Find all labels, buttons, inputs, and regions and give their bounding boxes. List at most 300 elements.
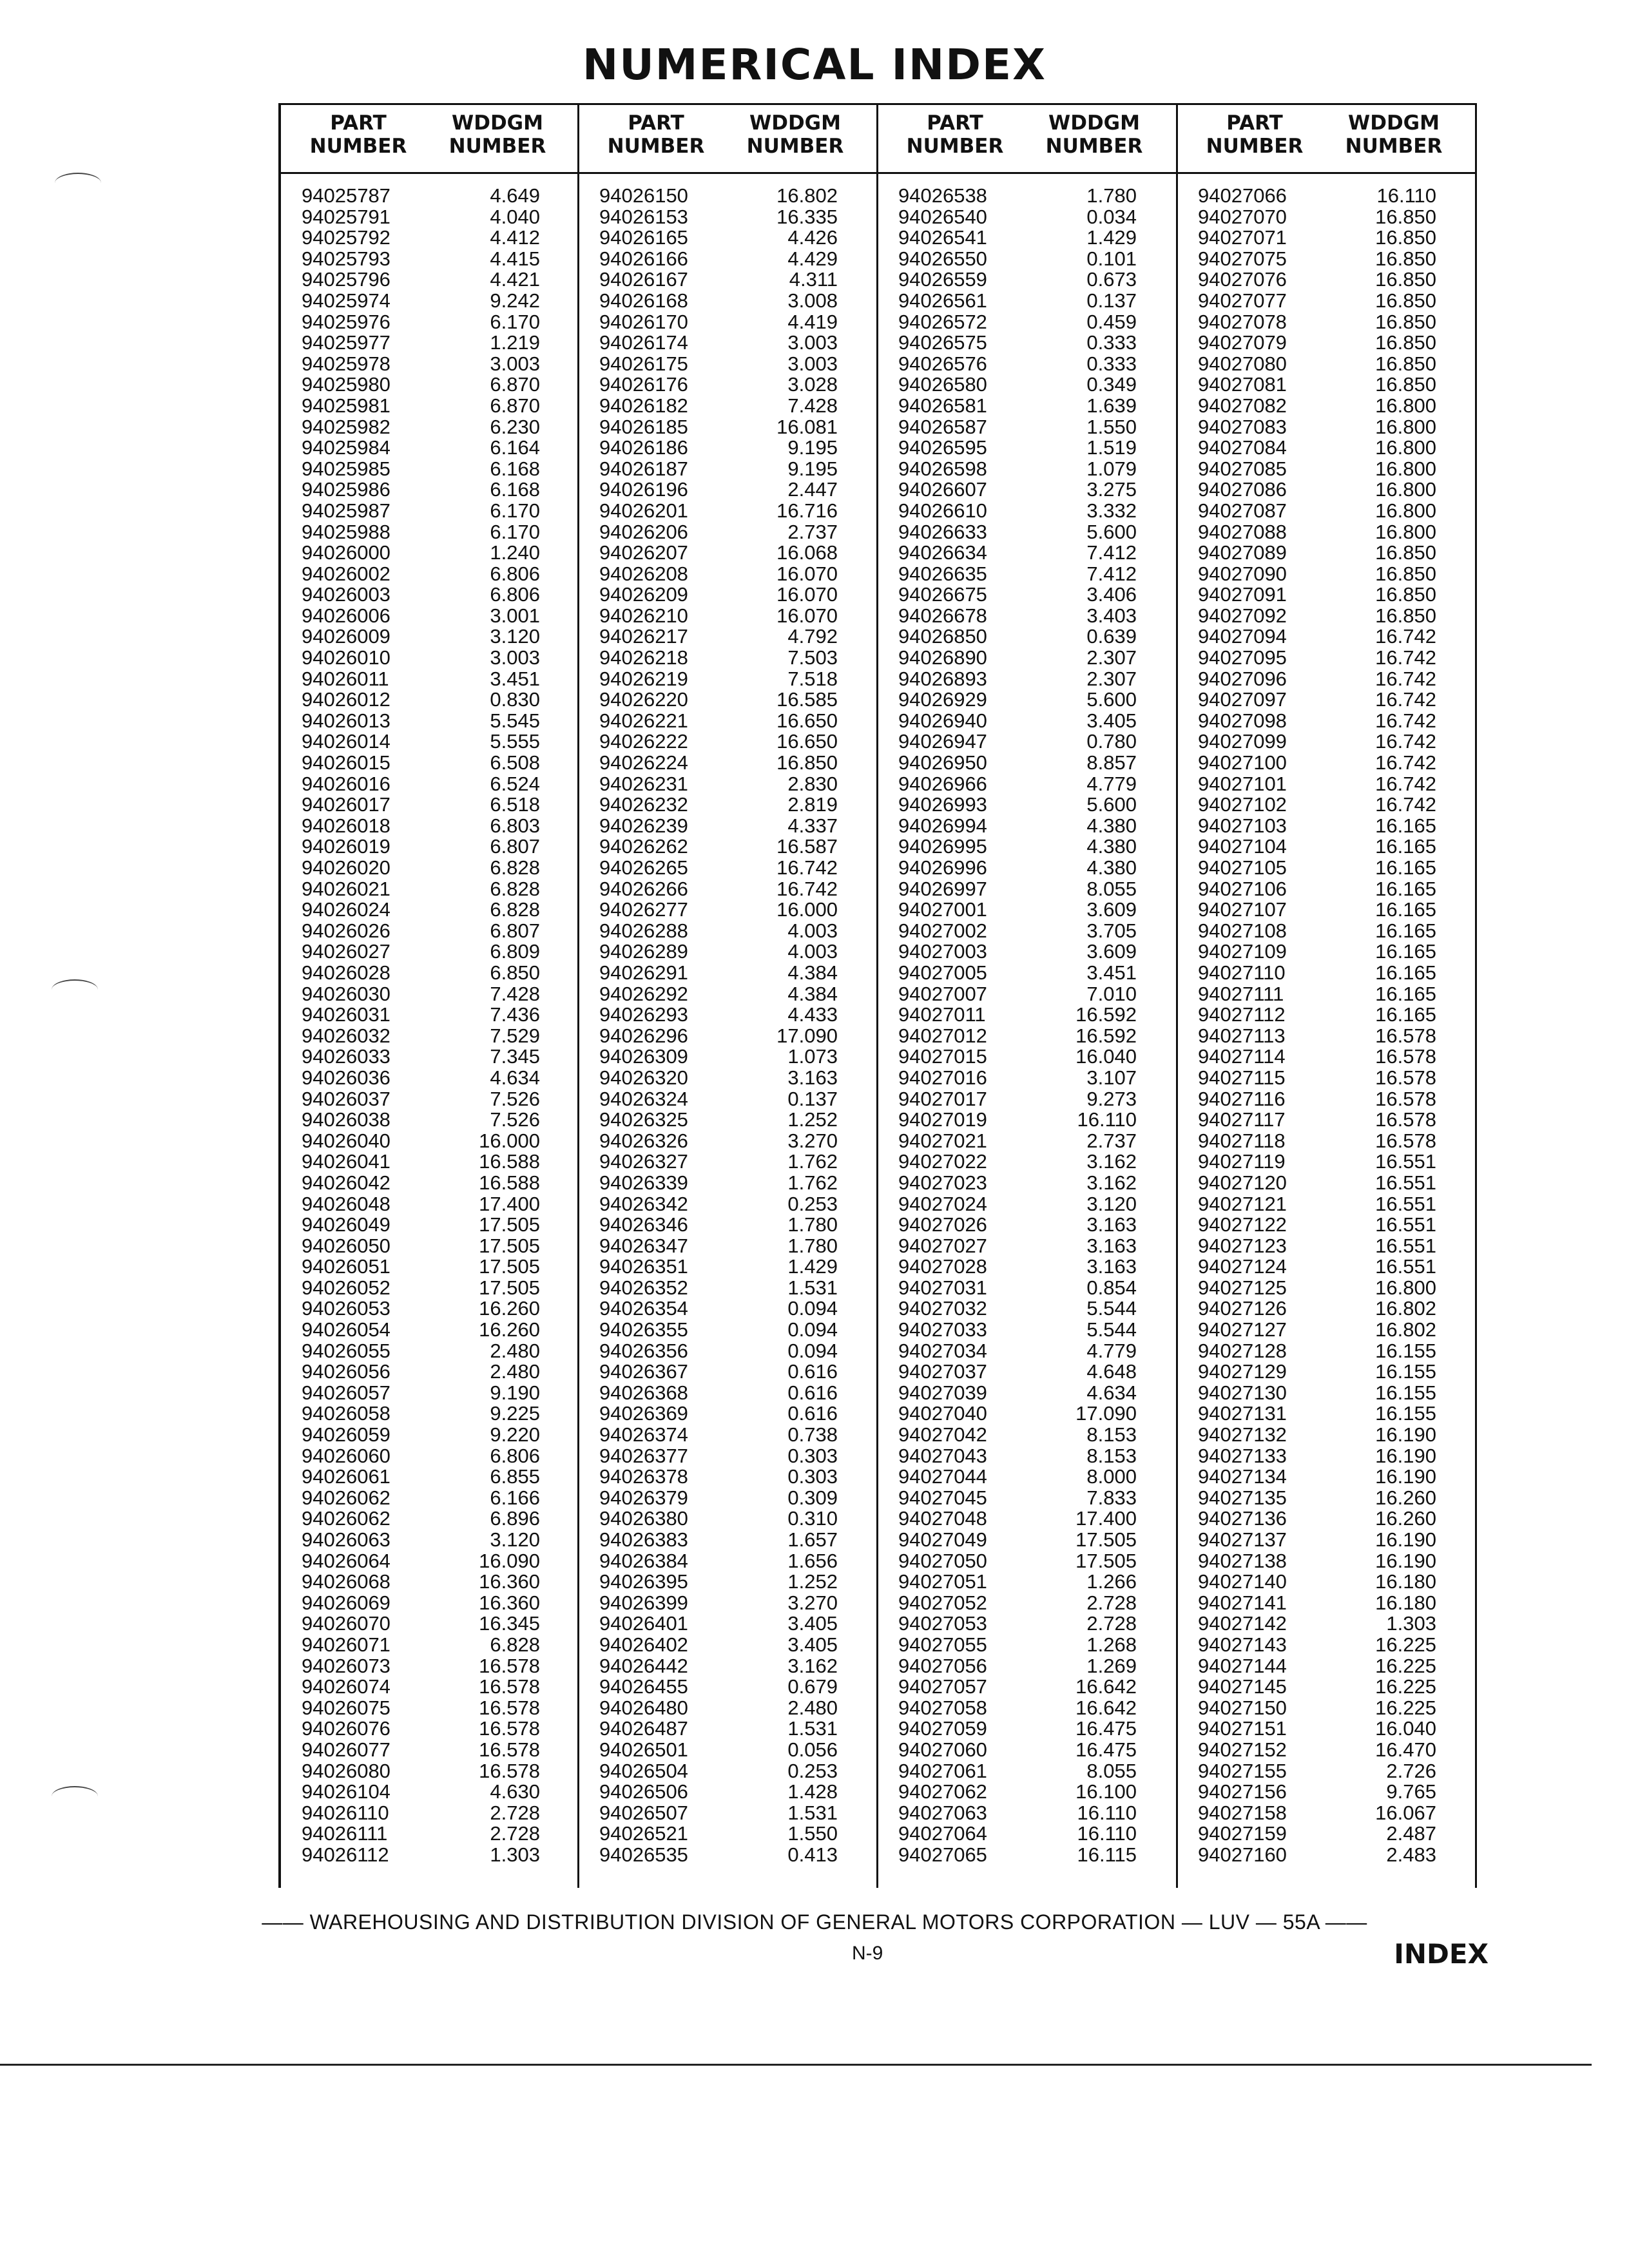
wddgm-number: 2.480 [787, 1696, 838, 1719]
wddgm-number: 0.738 [787, 1423, 838, 1446]
table-row [281, 291, 579, 312]
part-number: 94027089 [1198, 541, 1287, 564]
table-row [579, 626, 876, 648]
part-number: 94026112 [302, 1843, 389, 1866]
wddgm-number: 6.870 [490, 394, 540, 417]
table-row [878, 1046, 1175, 1068]
wddgm-number: 1.073 [787, 1045, 838, 1068]
table-row [1177, 186, 1475, 207]
wddgm-number: 1.639 [1086, 394, 1137, 417]
table-row [1177, 269, 1475, 291]
part-number: 94027143 [1198, 1633, 1287, 1656]
table-row [579, 984, 876, 1005]
table-row [281, 227, 579, 249]
table-row [281, 564, 579, 585]
table-row [878, 1761, 1175, 1782]
wddgm-number: 0.101 [1086, 247, 1137, 270]
table-row [1177, 1236, 1475, 1257]
part-number: 94027076 [1198, 268, 1287, 291]
table-row [1177, 1823, 1475, 1845]
table-row [878, 543, 1175, 564]
part-number: 94026021 [302, 877, 390, 900]
part-number: 94026182 [599, 394, 688, 417]
wddgm-number: 6.170 [490, 499, 540, 522]
table-row [1177, 816, 1475, 837]
table-row [579, 1215, 876, 1236]
wddgm-number: 0.616 [787, 1381, 838, 1404]
part-number: 94026062 [302, 1486, 390, 1509]
part-number: 94026028 [302, 961, 390, 984]
table-row [579, 479, 876, 501]
table-row [281, 354, 579, 375]
header-line: NUMBER [746, 135, 844, 158]
wddgm-number: 1.762 [787, 1150, 838, 1173]
wddgm-number: 16.578 [1375, 1066, 1436, 1089]
header-line: WDDGM [1348, 111, 1440, 135]
table-row [579, 227, 876, 249]
part-number: 94026186 [599, 436, 688, 459]
part-number: 94026610 [898, 499, 987, 522]
part-number: 94026153 [599, 205, 688, 228]
part-number: 94026052 [302, 1276, 390, 1299]
wddgm-number: 16.070 [776, 562, 838, 585]
table-row [1177, 207, 1475, 228]
wddgm-number: 1.240 [490, 541, 540, 564]
part-number: 94027057 [898, 1675, 987, 1698]
wddgm-number: 2.726 [1386, 1759, 1436, 1782]
wddgm-number: 9.273 [1086, 1087, 1137, 1110]
table-row [579, 836, 876, 858]
table-row [579, 1383, 876, 1404]
part-number: 94027134 [1198, 1465, 1287, 1488]
part-number: 94026995 [898, 835, 987, 858]
bottom-rule [0, 2064, 1592, 2066]
wddgm-number: 16.578 [1375, 1129, 1436, 1152]
part-number: 94026069 [302, 1591, 390, 1614]
part-number: 94027127 [1198, 1318, 1287, 1341]
part-number: 94026015 [302, 751, 390, 774]
wddgm-number: 16.190 [1375, 1528, 1436, 1551]
part-number: 94027160 [1198, 1843, 1287, 1866]
table-row [878, 879, 1175, 900]
part-number: 94027145 [1198, 1675, 1287, 1698]
wddgm-number: 16.551 [1375, 1255, 1436, 1278]
part-number: 94026176 [599, 373, 688, 396]
wddgm-number: 17.505 [479, 1276, 540, 1299]
wddgm-number: 16.642 [1075, 1675, 1137, 1698]
wddgm-number: 6.807 [490, 835, 540, 858]
wddgm-number: 3.405 [1086, 709, 1137, 732]
part-number: 94027131 [1198, 1402, 1287, 1425]
table-row [579, 332, 876, 354]
table-row [281, 1236, 579, 1257]
part-number: 94027044 [898, 1465, 987, 1488]
header-line: NUMBER [1206, 135, 1304, 158]
binder-punch-mark [52, 1786, 98, 1807]
wddgm-number: 16.260 [479, 1318, 540, 1341]
part-number: 94026059 [302, 1423, 390, 1446]
table-row [878, 459, 1175, 480]
part-number: 94026036 [302, 1066, 390, 1089]
wddgm-number: 0.616 [787, 1360, 838, 1383]
table-row [579, 1256, 876, 1278]
table-row [281, 374, 579, 396]
wddgm-number: 16.742 [1375, 709, 1436, 732]
table-row [878, 1508, 1175, 1530]
part-number: 94026893 [898, 667, 987, 690]
column-group-1 [281, 105, 579, 1888]
wddgm-number: 4.779 [1086, 772, 1137, 795]
part-number: 94026288 [599, 919, 688, 942]
wddgm-number: 9.195 [787, 436, 838, 459]
wddgm-number: 16.260 [479, 1297, 540, 1320]
wddgm-number: 6.896 [490, 1507, 540, 1530]
wddgm-number: 4.792 [787, 625, 838, 648]
part-number: 94027058 [898, 1696, 987, 1719]
table-row [281, 1551, 579, 1572]
wddgm-number: 16.850 [1375, 226, 1436, 249]
part-number: 94026110 [302, 1801, 389, 1824]
table-row [579, 1823, 876, 1845]
table-row [1177, 1446, 1475, 1467]
part-number: 94027099 [1198, 730, 1287, 753]
table-row [579, 689, 876, 711]
wddgm-number: 16.578 [1375, 1087, 1436, 1110]
wddgm-number: 3.162 [1086, 1171, 1137, 1194]
table-row [1177, 794, 1475, 816]
wddgm-number: 1.656 [787, 1549, 838, 1572]
wddgm-number: 4.421 [490, 268, 540, 291]
part-number: 94025980 [302, 373, 390, 396]
part-number: 94026402 [599, 1633, 688, 1656]
part-number: 94026064 [302, 1549, 390, 1572]
wddgm-number: 3.120 [490, 625, 540, 648]
table-row [579, 1236, 876, 1257]
wddgm-number: 5.600 [1086, 688, 1137, 711]
table-row [1177, 459, 1475, 480]
table-row [579, 1761, 876, 1782]
wddgm-number: 16.802 [1375, 1297, 1436, 1320]
table-row [281, 1278, 579, 1299]
part-number: 94027092 [1198, 604, 1287, 627]
header-line: NUMBER [1045, 135, 1143, 158]
part-number: 94026607 [898, 478, 987, 501]
wddgm-number: 4.003 [787, 919, 838, 942]
part-number: 94026352 [599, 1276, 688, 1299]
table-row [1177, 1656, 1475, 1677]
wddgm-number: 6.166 [490, 1486, 540, 1509]
wddgm-number: 4.003 [787, 940, 838, 963]
table-row [878, 921, 1175, 942]
part-number: 94026018 [302, 814, 390, 837]
part-number: 94027078 [1198, 310, 1287, 333]
part-number: 94026940 [898, 709, 987, 732]
wddgm-number: 4.648 [1086, 1360, 1137, 1383]
part-number: 94026024 [302, 898, 390, 921]
table-row [579, 1488, 876, 1509]
table-row [878, 731, 1175, 753]
wddgm-number: 4.433 [787, 1003, 838, 1026]
wddgm-number: 1.519 [1086, 436, 1137, 459]
table-row [878, 1089, 1175, 1110]
table-row [281, 689, 579, 711]
wddgm-number: 16.190 [1375, 1423, 1436, 1446]
table-row [878, 522, 1175, 543]
wddgm-number: 0.333 [1086, 331, 1137, 354]
part-number: 94027024 [898, 1192, 987, 1215]
wddgm-number: 4.040 [490, 205, 540, 228]
header-line: PART [330, 111, 387, 135]
part-number: 94027001 [898, 898, 987, 921]
wddgm-number: 6.170 [490, 520, 540, 543]
table-row [878, 711, 1175, 732]
part-number: 94027144 [1198, 1654, 1287, 1677]
part-number: 94027130 [1198, 1381, 1287, 1404]
wddgm-number: 16.800 [1375, 415, 1436, 438]
part-number: 94027043 [898, 1444, 987, 1467]
part-number: 94027124 [1198, 1255, 1287, 1278]
part-number: 94027086 [1198, 478, 1287, 501]
part-number: 94027012 [898, 1024, 987, 1047]
part-number: 94025988 [302, 520, 390, 543]
table-row [579, 1677, 876, 1698]
part-number: 94026380 [599, 1507, 688, 1530]
wddgm-number: 16.588 [479, 1171, 540, 1194]
wddgm-number: 3.332 [1086, 499, 1137, 522]
part-number: 94026541 [898, 226, 987, 249]
table-row [281, 1677, 579, 1698]
table-row [579, 1782, 876, 1803]
wddgm-number: 16.260 [1375, 1486, 1436, 1509]
wddgm-number: 16.850 [776, 751, 838, 774]
part-number: 94027150 [1198, 1696, 1287, 1719]
table-row [878, 1110, 1175, 1131]
wddgm-number: 3.451 [1086, 961, 1137, 984]
wddgm-number: 3.451 [490, 667, 540, 690]
wddgm-number: 6.807 [490, 919, 540, 942]
table-row [281, 1718, 579, 1740]
wddgm-number: 6.828 [490, 1633, 540, 1656]
part-number: 94026266 [599, 877, 688, 900]
part-number: 94026231 [599, 772, 688, 795]
wddgm-number: 6.803 [490, 814, 540, 837]
part-number: 94026063 [302, 1528, 390, 1551]
part-number: 94026048 [302, 1192, 390, 1215]
part-number: 94027116 [1198, 1087, 1286, 1110]
table-row [281, 774, 579, 795]
part-number: 94027032 [898, 1297, 987, 1320]
table-row [878, 1635, 1175, 1656]
table-row [1177, 501, 1475, 522]
header-line: WDDGM [452, 111, 543, 135]
part-number: 94026010 [302, 646, 390, 669]
part-number: 94027042 [898, 1423, 987, 1446]
table-row [878, 1845, 1175, 1866]
wddgm-number: 16.360 [479, 1591, 540, 1614]
part-number: 94026369 [599, 1402, 688, 1425]
part-number: 94026356 [599, 1339, 688, 1362]
wddgm-number: 16.742 [1375, 730, 1436, 753]
part-number: 94026550 [898, 247, 987, 270]
wddgm-number: 2.737 [787, 520, 838, 543]
part-number: 94027075 [1198, 247, 1287, 270]
wddgm-number: 16.000 [776, 898, 838, 921]
part-number: 94026633 [898, 520, 987, 543]
wddgm-number: 16.475 [1075, 1738, 1137, 1761]
table-row [878, 1403, 1175, 1425]
table-row [579, 753, 876, 774]
page-title: NUMERICAL INDEX [582, 40, 1047, 90]
part-number: 94027123 [1198, 1234, 1287, 1257]
wddgm-number: 2.728 [490, 1801, 540, 1824]
wddgm-number: 4.426 [787, 226, 838, 249]
part-number: 94027082 [1198, 394, 1287, 417]
table-row [878, 1677, 1175, 1698]
part-number: 94026291 [599, 961, 688, 984]
part-number: 94026050 [302, 1234, 390, 1257]
wddgm-number: 4.779 [1086, 1339, 1137, 1362]
table-row [281, 501, 579, 522]
part-number: 94026000 [302, 541, 390, 564]
binder-punch-mark [52, 979, 98, 1000]
wddgm-number: 2.819 [787, 793, 838, 816]
wddgm-number: 0.310 [787, 1507, 838, 1530]
table-row [281, 417, 579, 438]
part-number: 94026055 [302, 1339, 390, 1362]
wddgm-number: 17.400 [479, 1192, 540, 1215]
part-number: 94026071 [302, 1633, 390, 1656]
part-number: 94026054 [302, 1318, 390, 1341]
table-row [281, 1425, 579, 1446]
table-row [1177, 669, 1475, 690]
table-row [579, 1361, 876, 1383]
wddgm-number: 7.526 [490, 1108, 540, 1131]
table-row [281, 921, 579, 942]
wddgm-number: 6.806 [490, 562, 540, 585]
part-number: 94026455 [599, 1675, 688, 1698]
part-number: 94026320 [599, 1066, 688, 1089]
table-row [281, 648, 579, 669]
table-row [281, 1593, 579, 1614]
wddgm-number: 16.578 [479, 1717, 540, 1740]
table-row [878, 354, 1175, 375]
part-number: 94027028 [898, 1255, 987, 1278]
table-row [579, 899, 876, 921]
wddgm-number: 4.630 [490, 1780, 540, 1803]
wddgm-number: 3.003 [490, 646, 540, 669]
table-row [1177, 836, 1475, 858]
part-number: 94026170 [599, 310, 688, 333]
table-row [1177, 1361, 1475, 1383]
part-number: 94026384 [599, 1549, 688, 1572]
table-row [1177, 1782, 1475, 1803]
part-number: 94026080 [302, 1759, 390, 1782]
part-number: 94026996 [898, 856, 987, 879]
part-number: 94025986 [302, 478, 390, 501]
table-row [579, 249, 876, 270]
part-number: 94026068 [302, 1570, 390, 1593]
part-number: 94026442 [599, 1654, 688, 1677]
table-row [579, 1046, 876, 1068]
wddgm-number: 5.600 [1086, 793, 1137, 816]
wddgm-number: 16.165 [1375, 877, 1436, 900]
table-row [878, 1593, 1175, 1614]
wddgm-number: 3.705 [1086, 919, 1137, 942]
part-number: 94026224 [599, 751, 688, 774]
wddgm-number: 4.429 [787, 247, 838, 270]
table-row [878, 794, 1175, 816]
header-line: PART [628, 111, 684, 135]
part-number: 94026026 [302, 919, 390, 942]
header-line: WDDGM [749, 111, 841, 135]
part-number: 94026401 [599, 1612, 688, 1635]
table-row [878, 417, 1175, 438]
part-number: 94026061 [302, 1465, 390, 1488]
wddgm-number: 0.034 [1086, 205, 1137, 228]
part-number: 94027079 [1198, 331, 1287, 354]
table-row [1177, 437, 1475, 459]
table-row [878, 1320, 1175, 1341]
part-number: 94026027 [302, 940, 390, 963]
part-number: 94026042 [302, 1171, 390, 1194]
part-number: 94026219 [599, 667, 688, 690]
wddgm-number: 17.505 [1075, 1549, 1137, 1572]
part-number: 94026104 [302, 1780, 390, 1803]
wddgm-number: 3.028 [787, 373, 838, 396]
part-number: 94027019 [898, 1108, 987, 1131]
part-number: 94026020 [302, 856, 390, 879]
table-row [281, 1173, 579, 1194]
part-number: 94027027 [898, 1234, 987, 1257]
wddgm-number: 7.833 [1086, 1486, 1137, 1509]
part-number: 94026504 [599, 1759, 688, 1782]
part-number: 94026374 [599, 1423, 688, 1446]
table-row [1177, 1173, 1475, 1194]
wddgm-number: 16.180 [1375, 1570, 1436, 1593]
table-row [1177, 1698, 1475, 1719]
table-row [579, 1425, 876, 1446]
table-row [1177, 1508, 1475, 1530]
table-row [1177, 1278, 1475, 1299]
wddgm-number: 16.578 [479, 1738, 540, 1761]
table-row [1177, 1383, 1475, 1404]
wddgm-number: 16.742 [1375, 793, 1436, 816]
part-number-header [287, 111, 429, 158]
table-row [1177, 1488, 1475, 1509]
table-row [281, 1256, 579, 1278]
part-number: 94027034 [898, 1339, 987, 1362]
table-row [1177, 606, 1475, 627]
wddgm-number: 9.190 [490, 1381, 540, 1404]
part-number: 94026208 [599, 562, 688, 585]
table-row [579, 1026, 876, 1047]
wddgm-number: 16.578 [1375, 1024, 1436, 1047]
table-row [878, 1782, 1175, 1803]
table-row [281, 1194, 579, 1215]
wddgm-number: 16.578 [479, 1759, 540, 1782]
wddgm-number: 3.001 [490, 604, 540, 627]
table-row [579, 1530, 876, 1551]
wddgm-number: 1.269 [1086, 1654, 1137, 1677]
part-number: 94026201 [599, 499, 688, 522]
table-row [1177, 1403, 1475, 1425]
table-row [1177, 1320, 1475, 1341]
table-row [1177, 731, 1475, 753]
wddgm-number: 0.137 [787, 1087, 838, 1110]
part-number: 94026576 [898, 352, 987, 375]
wddgm-number: 16.650 [776, 709, 838, 732]
part-number: 94026012 [302, 688, 390, 711]
